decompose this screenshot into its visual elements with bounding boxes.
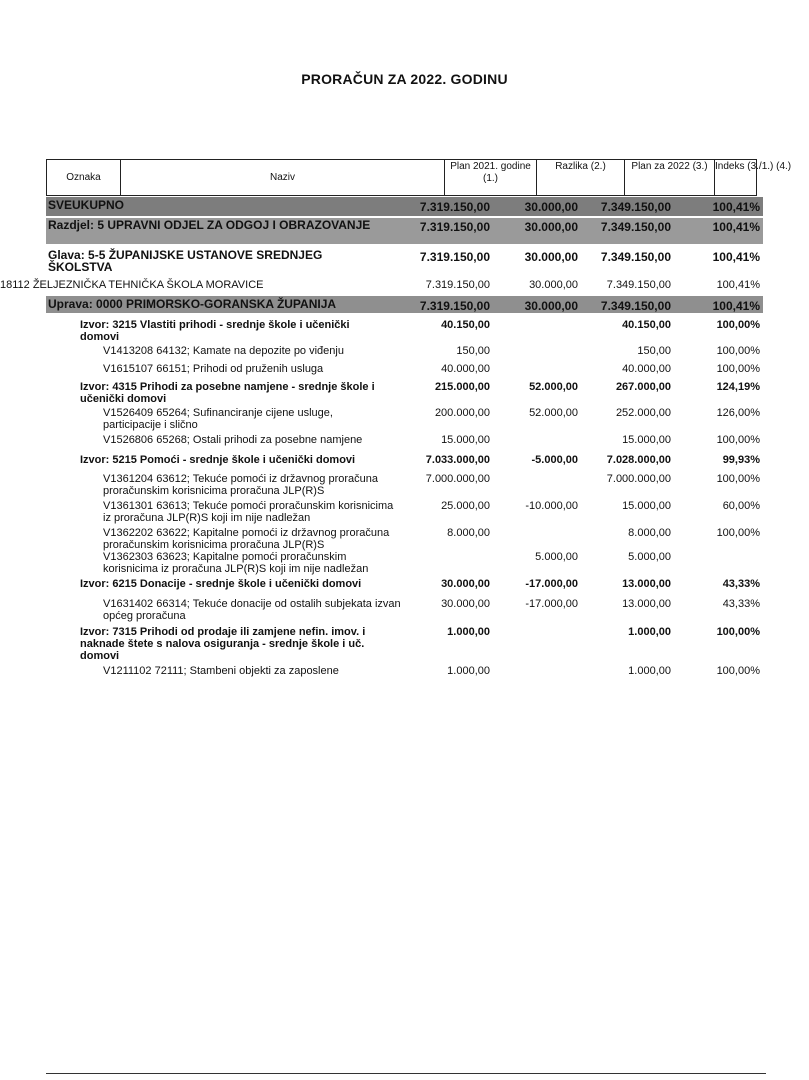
cell-p1: 30.000,00 [441, 598, 490, 610]
cell-r: 52.000,00 [529, 407, 578, 419]
row-label: V1631402 66314; Tekuće donacije od ostalih subjekata izvan općeg proračuna [103, 598, 401, 622]
cell-r: 30.000,00 [524, 299, 578, 313]
row-label: Izvor: 6215 Donacije - srednje škole i učenički domovi [80, 578, 362, 590]
cell-i: 43,33% [722, 578, 760, 590]
cell-r: 30.000,00 [524, 220, 578, 234]
cell-i: 100,00% [716, 527, 760, 539]
cell-p1: 7.319.150,00 [419, 299, 490, 313]
row-label: Izvor: 7315 Prihodi od prodaje ili zamjene nefin. imov. i naknade štete s nalova osiguranja - srednje škole i uč. domovi [80, 626, 366, 662]
row-label: Glava: 5-5 ŽUPANIJSKE USTANOVE SREDNJEG ŠKOLSTVA [48, 248, 323, 274]
cell-i: 100,41% [712, 220, 760, 234]
cell-p3: 7.028.000,00 [606, 454, 671, 466]
cell-p3: 7.349.150,00 [606, 279, 671, 291]
cell-p1: 7.033.000,00 [425, 454, 490, 466]
table-header [46, 159, 792, 196]
cell-i: 100,41% [716, 279, 760, 291]
col-plan2022: Plan za 2022 (3.) [625, 160, 715, 195]
row-label: Izvor: 5215 Pomoći - srednje škole i učenički domovi [80, 454, 356, 466]
cell-p3: 5.000,00 [628, 551, 671, 563]
footer-rule [46, 1073, 766, 1074]
cell-i: 100,00% [716, 473, 760, 485]
cell-p3: 13.000,00 [622, 598, 671, 610]
cell-i: 100,00% [716, 665, 760, 677]
cell-i: 126,00% [716, 407, 760, 419]
cell-r: 30.000,00 [524, 250, 578, 264]
row-label: Izvor: 4315 Prihodi za posebne namjene - srednje škole i učenički domovi [80, 381, 375, 405]
cell-p3: 252.000,00 [615, 407, 671, 419]
row-label: V1362202 63622; Kapitalne pomoći iz državnog proračuna proračunskim korisnicima proračuna JLP(R)S [103, 527, 390, 551]
cell-p3: 40.150,00 [622, 319, 671, 331]
row-label: Uprava: 0000 PRIMORSKO-GORANSKA ŽUPANIJA [48, 297, 337, 311]
cell-p1: 7.319.150,00 [419, 250, 490, 264]
cell-i: 124,19% [716, 381, 760, 393]
row-label: V1413208 64132; Kamate na depozite po viđenju [103, 345, 344, 357]
cell-i: 100,41% [712, 200, 760, 214]
cell-p1: 30.000,00 [441, 578, 490, 590]
cell-p1: 7.319.150,00 [419, 200, 490, 214]
col-plan2021: Plan 2021. godine (1.) [445, 160, 537, 195]
cell-p3: 15.000,00 [622, 434, 671, 446]
row-label: V1361204 63612; Tekuće pomoći iz državnog proračuna proračunskim korisnicima proračuna JLP(R)S [103, 473, 378, 497]
cell-p1: 7.000.000,00 [425, 473, 490, 485]
row-label: 18112 ŽELJEZNIČKA TEHNIČKA ŠKOLA MORAVICE [0, 279, 264, 291]
cell-p3: 7.349.150,00 [600, 250, 671, 264]
cell-p3: 150,00 [637, 345, 671, 357]
cell-r: -17.000,00 [525, 578, 578, 590]
cell-p3: 40.000,00 [622, 363, 671, 375]
cell-p1: 1.000,00 [447, 665, 490, 677]
cell-i: 100,00% [716, 345, 760, 357]
col-oznaka: Oznaka [47, 160, 121, 195]
cell-p3: 1.000,00 [628, 665, 671, 677]
cell-p1: 15.000,00 [441, 434, 490, 446]
row-label: SVEUKUPNO [48, 198, 125, 212]
cell-p1: 7.319.150,00 [419, 220, 490, 234]
cell-p3: 267.000,00 [615, 381, 671, 393]
cell-p3: 7.000.000,00 [606, 473, 671, 485]
cell-r: 5.000,00 [535, 551, 578, 563]
cell-i: 43,33% [722, 598, 760, 610]
cell-r: 30.000,00 [529, 279, 578, 291]
cell-p3: 7.349.150,00 [600, 299, 671, 313]
cell-p1: 40.000,00 [441, 363, 490, 375]
cell-p3: 13.000,00 [622, 578, 671, 590]
col-razlika: Razlika (2.) [537, 160, 625, 195]
page-title: PRORAČUN ZA 2022. GODINU [301, 71, 508, 87]
cell-p3: 15.000,00 [622, 500, 671, 512]
cell-i: 100,00% [716, 363, 760, 375]
cell-r: 52.000,00 [529, 381, 578, 393]
cell-i: 100,00% [716, 626, 760, 638]
cell-p3: 8.000,00 [628, 527, 671, 539]
cell-r: -17.000,00 [525, 598, 578, 610]
cell-p1: 8.000,00 [447, 527, 490, 539]
row-label: V1361301 63613; Tekuće pomoći proračunskim korisnicima iz proračuna JLP(R)S koji im nije nadležan [103, 500, 394, 524]
cell-p1: 150,00 [456, 345, 490, 357]
cell-p1: 7.319.150,00 [425, 279, 490, 291]
cell-r: -10.000,00 [525, 500, 578, 512]
cell-i: 99,93% [722, 454, 760, 466]
row-label: V1211102 72111; Stambeni objekti za zaposlene [103, 665, 339, 677]
row-label: V1526806 65268; Ostali prihodi za posebne namjene [103, 434, 363, 446]
col-naziv: Naziv [121, 160, 445, 195]
cell-i: 100,00% [716, 319, 760, 331]
cell-r: -5.000,00 [531, 454, 578, 466]
cell-p1: 40.150,00 [441, 319, 490, 331]
row-label: V1615107 66151; Prihodi od pruženih usluga [103, 363, 324, 375]
cell-i: 100,41% [712, 299, 760, 313]
cell-i: 100,00% [716, 434, 760, 446]
row-label: V1526409 65264; Sufinanciranje cijene usluge, participacije i slično [103, 407, 333, 431]
cell-p3: 7.349.150,00 [600, 200, 671, 214]
row-label: Izvor: 3215 Vlastiti prihodi - srednje škole i učenički domovi [80, 319, 350, 343]
cell-r: 30.000,00 [524, 200, 578, 214]
cell-p3: 1.000,00 [628, 626, 671, 638]
cell-p1: 200.000,00 [434, 407, 490, 419]
row-label: Razdjel: 5 UPRAVNI ODJEL ZA ODGOJ I OBRAZOVANJE [48, 218, 371, 232]
cell-p1: 215.000,00 [434, 381, 490, 393]
cell-i: 100,41% [712, 250, 760, 264]
cell-i: 60,00% [722, 500, 760, 512]
row-label: V1362303 63623; Kapitalne pomoći proračunskim korisnicima iz proračuna JLP(R)S koji im nije nadležan [103, 551, 369, 575]
cell-p1: 25.000,00 [441, 500, 490, 512]
col-indeks: Indeks (3./1.) (4.) [715, 161, 792, 172]
cell-p1: 1.000,00 [447, 626, 490, 638]
cell-p3: 7.349.150,00 [600, 220, 671, 234]
